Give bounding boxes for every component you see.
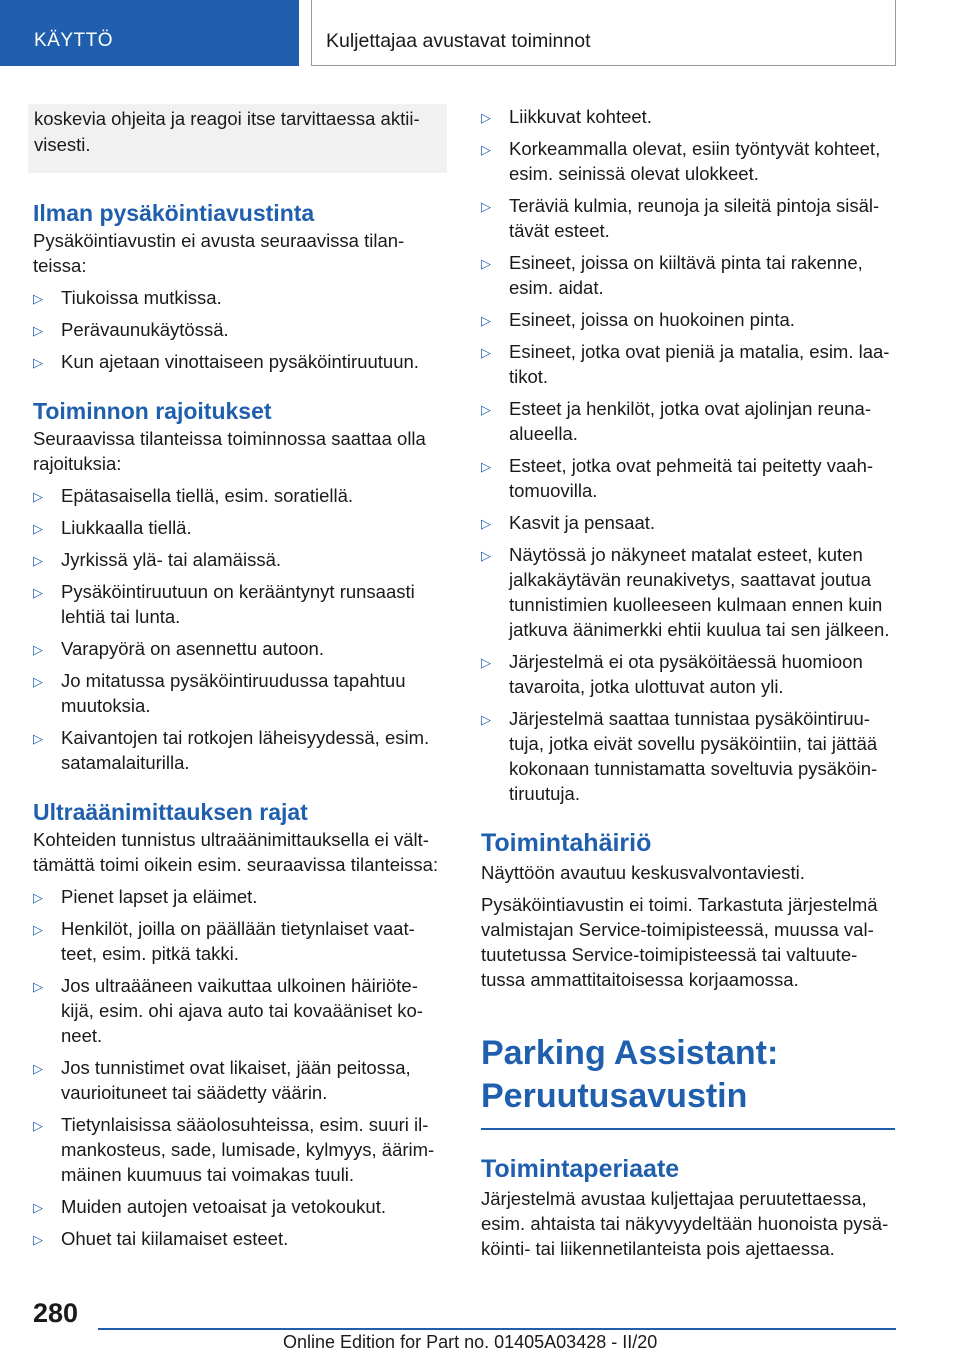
- bullet-triangle-icon: ▷: [33, 355, 43, 370]
- list-item: [481, 307, 895, 332]
- list-item: [33, 483, 447, 508]
- text-line: Jyrkissä ylä- tai alamäissä.: [61, 549, 282, 570]
- text-line: kokonaan tunnistamatta soveltuvia pysäköin-: [509, 758, 878, 779]
- text-line: mäinen kuumuus tai voimakas tuuli.: [61, 1164, 355, 1185]
- list-item: [33, 636, 447, 661]
- text-line: Järjestelmä saattaa tunnistaa pysäköintiruu-: [509, 708, 870, 729]
- text-line: tussa ammattitaitoisessa korjaamossa.: [481, 969, 799, 990]
- text-line: Ohuet tai kiilamaiset esteet.: [61, 1228, 289, 1249]
- list-item: [33, 1194, 447, 1219]
- text-line: tuja, jotka eivät sovellu pysäköintiin, tai jättää: [509, 733, 878, 754]
- bullet-triangle-icon: ▷: [33, 890, 43, 905]
- footer-rule: [98, 1328, 896, 1330]
- text-line: Varapyörä on asennettu autoon.: [61, 638, 324, 659]
- page-number: 280: [33, 1298, 79, 1328]
- list-item: [33, 668, 447, 718]
- text-line: köinti- tai liikennetilanteista pois ajettaessa.: [481, 1237, 835, 1259]
- text-line: Järjestelmä avustaa kuljettajaa peruutettaessa,: [481, 1187, 867, 1209]
- section-intro: [33, 426, 447, 476]
- text-line: teet, esim. pitkä takki.: [61, 943, 239, 964]
- bullet-triangle-icon: ▷: [481, 256, 491, 271]
- list-item: [481, 250, 895, 300]
- text-line: Esteet ja henkilöt, jotka ovat ajolinjan reuna-: [509, 398, 871, 419]
- list-item: [33, 916, 447, 966]
- text-line: Kun ajetaan vinottaiseen pysäköintiruutuun.: [61, 351, 419, 372]
- text-line: Liukkaalla tiellä.: [61, 517, 192, 538]
- text-line: Kohteiden tunnistus ultraäänimittauksella ei vält-: [33, 829, 429, 850]
- section-heading: Ultraäänimittauksen rajat: [33, 799, 308, 825]
- bullet-triangle-icon: ▷: [33, 291, 43, 306]
- bullet-triangle-icon: ▷: [481, 655, 491, 670]
- text-line: Kaivantojen tai rotkojen läheisyydessä, esim.: [61, 727, 430, 748]
- text-line: Pysäköintiruutuun on kerääntynyt runsaasti: [61, 581, 415, 602]
- chapter-heading: [481, 1032, 895, 1118]
- section-heading: Ilman pysäköintiavustinta: [33, 200, 315, 226]
- list-item: [33, 349, 447, 374]
- text-line: Esineet, joissa on huokoinen pinta.: [509, 309, 795, 330]
- text-line: lehtiä tai lunta.: [61, 606, 181, 627]
- bullet-list: [481, 104, 895, 806]
- list-item: [33, 1112, 447, 1187]
- bullet-triangle-icon: ▷: [33, 553, 43, 568]
- bullet-triangle-icon: ▷: [33, 731, 43, 746]
- text-line: Peruutusavustin: [481, 1077, 748, 1115]
- text-line: tävät esteet.: [509, 220, 610, 241]
- list-item: [481, 193, 895, 243]
- text-line: tikot.: [509, 366, 549, 387]
- text-line: Esineet, joissa on kiiltävä pinta tai rakenne,: [509, 252, 863, 273]
- bullet-triangle-icon: ▷: [33, 1061, 43, 1076]
- list-item: [481, 453, 895, 503]
- list-item: [481, 510, 895, 535]
- right-column: [481, 104, 895, 1261]
- bullet-triangle-icon: ▷: [481, 712, 491, 727]
- paragraph: [481, 892, 895, 992]
- list-item: [481, 706, 895, 806]
- paragraph: [481, 1186, 895, 1261]
- text-line: esim. aidat.: [509, 277, 604, 298]
- list-item: [481, 396, 895, 446]
- list-item: [33, 1055, 447, 1105]
- text-line: rajoituksia:: [33, 453, 122, 474]
- list-item: [481, 136, 895, 186]
- list-item: [33, 547, 447, 572]
- text-line: Korkeammalla olevat, esiin työntyvät kohteet,: [509, 138, 881, 159]
- text-line: satamalaiturilla.: [61, 752, 190, 773]
- text-line: tiruutuja.: [509, 783, 580, 804]
- section-intro: [33, 827, 447, 877]
- text-line: Tietynlaisissa sääolosuhteissa, esim. suuri il-: [61, 1114, 429, 1135]
- section-heading: Toiminnon rajoitukset: [33, 398, 272, 424]
- text-line: Järjestelmä ei ota pysäköitäessä huomioon: [509, 651, 863, 672]
- text-line: vaurioituneet tai säädetty väärin.: [61, 1082, 328, 1103]
- text-line: jalkakäytävän reunakivetys, saattavat joutua: [509, 569, 871, 590]
- section-intro: [33, 228, 447, 278]
- bullet-list: [33, 285, 447, 374]
- list-item: [481, 104, 895, 129]
- bullet-triangle-icon: ▷: [33, 922, 43, 937]
- bullet-triangle-icon: ▷: [481, 313, 491, 328]
- bullet-triangle-icon: ▷: [33, 1118, 43, 1133]
- text-line: Jos ultraääneen vaikuttaa ulkoinen häiriöte-: [61, 975, 418, 996]
- text-line: Pysäköintiavustin ei avusta seuraavissa tilan-: [33, 230, 405, 251]
- bullet-triangle-icon: ▷: [481, 402, 491, 417]
- bullet-triangle-icon: ▷: [33, 674, 43, 689]
- list-item: [33, 884, 447, 909]
- text-line: Näytössä jo näkyneet matalat esteet, kuten: [509, 544, 863, 565]
- text-line: Perävaunukäytössä.: [61, 319, 229, 340]
- list-item: [33, 285, 447, 310]
- footer-edition: Online Edition for Part no. 01405A03428 - II/20: [283, 1332, 658, 1352]
- list-item: [33, 725, 447, 775]
- list-item: [33, 973, 447, 1048]
- bullet-triangle-icon: ▷: [33, 585, 43, 600]
- note-box: [28, 104, 447, 173]
- text-line: tämättä toimi oikein esim. seuraavissa tilanteissa:: [33, 854, 439, 875]
- text-line: muutoksia.: [61, 695, 151, 716]
- list-item: [33, 579, 447, 629]
- text-line: Kasvit ja pensaat.: [509, 512, 656, 533]
- text-line: jatkuva äänimerkki ehtii kuulua tai sen jälkeen.: [509, 619, 890, 640]
- note-line: koskevia ohjeita ja reagoi itse tarvittaessa aktii-: [34, 108, 420, 129]
- text-line: Liikkuvat kohteet.: [509, 106, 652, 127]
- text-line: esim. seinissä olevat ulokkeet.: [509, 163, 759, 184]
- text-line: alueella.: [509, 423, 578, 444]
- text-line: mankosteus, sade, lumisade, kylmyys, äärim-: [61, 1139, 435, 1160]
- text-line: Henkilöt, joilla on päällään tietynlaiset vaat-: [61, 918, 415, 939]
- text-line: tunnistimien kuolleeseen kulmaan ennen kuin: [509, 594, 883, 615]
- text-line: Jo mitatussa pysäköintiruudussa tapahtuu: [61, 670, 406, 691]
- bullet-triangle-icon: ▷: [481, 345, 491, 360]
- text-line: Jos tunnistimet ovat likaiset, jään peitossa,: [61, 1057, 411, 1078]
- bullet-triangle-icon: ▷: [33, 323, 43, 338]
- text-line: esim. ahtaista tai näkyvyydeltään huonoista pysä-: [481, 1212, 889, 1234]
- text-line: Parking Assistant:: [481, 1034, 779, 1072]
- bullet-triangle-icon: ▷: [481, 142, 491, 157]
- bullet-triangle-icon: ▷: [33, 1232, 43, 1247]
- text-line: tavaroita, jotka ulottuvat auton yli.: [509, 676, 784, 697]
- list-item: [33, 515, 447, 540]
- text-line: Pienet lapset ja eläimet.: [61, 886, 258, 907]
- chapter-title: Kuljettajaa avustavat toiminnot: [311, 0, 896, 66]
- text-line: Tiukoissa mutkissa.: [61, 287, 222, 308]
- list-item: [481, 339, 895, 389]
- list-item: [33, 317, 447, 342]
- text-line: Näyttöön avautuu keskusvalvontaviesti.: [481, 862, 805, 883]
- text-line: neet.: [61, 1025, 103, 1046]
- paragraph: [481, 860, 895, 885]
- list-item: [33, 1226, 447, 1251]
- text-line: valmistajan Service-toimipisteessä, muussa val-: [481, 919, 874, 940]
- text-line: tuutetussa Service-toimipisteessä tai valtuute-: [481, 944, 858, 965]
- bullet-triangle-icon: ▷: [33, 642, 43, 657]
- bullet-triangle-icon: ▷: [481, 110, 491, 125]
- text-line: Pysäköintiavustin ei toimi. Tarkastuta järjestelmä: [481, 894, 878, 915]
- list-item: [481, 542, 895, 642]
- text-line: Esineet, jotka ovat pieniä ja matalia, esim. laa-: [509, 341, 890, 362]
- bullet-triangle-icon: ▷: [33, 489, 43, 504]
- bullet-list: [33, 884, 447, 1251]
- section-heading: Toimintaperiaate: [481, 1154, 680, 1183]
- section-heading: Toimintahäiriö: [481, 829, 652, 857]
- bullet-triangle-icon: ▷: [33, 979, 43, 994]
- text-line: tomuovilla.: [509, 480, 598, 501]
- text-line: Seuraavissa tilanteissa toiminnossa saattaa olla: [33, 428, 426, 449]
- bullet-triangle-icon: ▷: [33, 521, 43, 536]
- text-line: Muiden autojen vetoaisat ja vetokoukut.: [61, 1196, 386, 1217]
- bullet-triangle-icon: ▷: [481, 199, 491, 214]
- bullet-triangle-icon: ▷: [481, 516, 491, 531]
- text-line: kijä, esim. ohi ajava auto tai kovaääniset ko-: [61, 1000, 423, 1021]
- text-line: teissa:: [33, 255, 87, 276]
- bullet-triangle-icon: ▷: [33, 1200, 43, 1215]
- list-item: [481, 649, 895, 699]
- heading-rule: [481, 1128, 895, 1130]
- text-line: Esteet, jotka ovat pehmeitä tai peitetty vaah-: [509, 455, 874, 476]
- section-tab: KÄYTTÖ: [0, 0, 299, 66]
- text-line: Epätasaisella tiellä, esim. soratiellä.: [61, 485, 354, 506]
- text-line: Teräviä kulmia, reunoja ja sileitä pintoja sisäl-: [509, 195, 880, 216]
- bullet-triangle-icon: ▷: [481, 548, 491, 563]
- note-line: visesti.: [34, 134, 91, 155]
- bullet-list: [33, 483, 447, 775]
- left-column: [33, 104, 447, 1251]
- bullet-triangle-icon: ▷: [481, 459, 491, 474]
